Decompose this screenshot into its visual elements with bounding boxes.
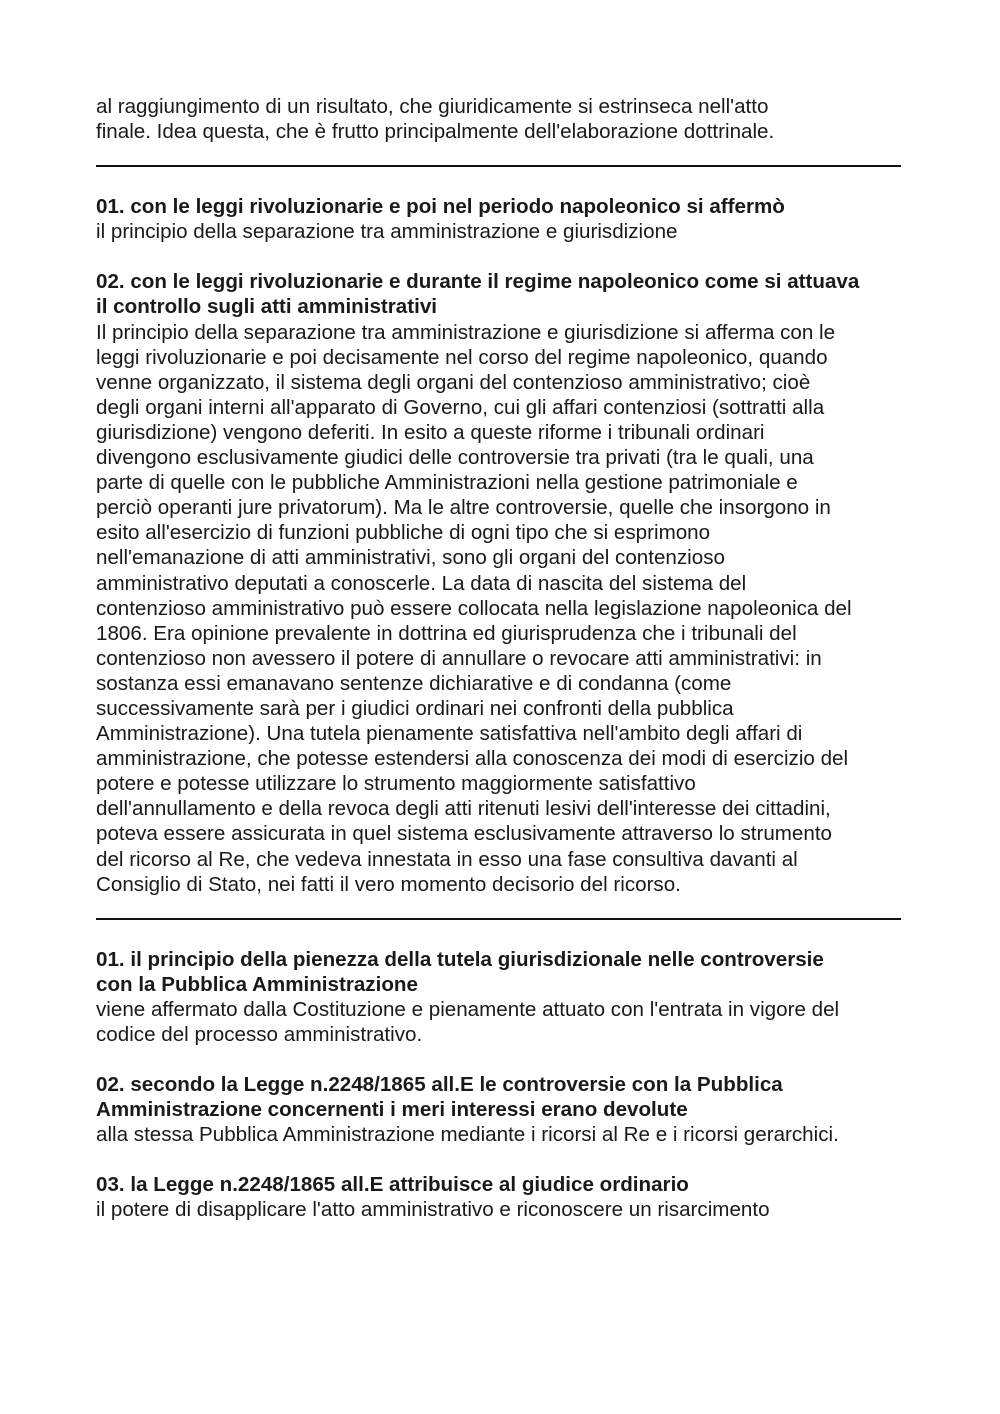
qa-item-1-1	[96, 194, 901, 244]
section-divider-2	[96, 918, 901, 920]
document-page	[96, 94, 901, 1223]
question-heading: 02. secondo la Legge n.2248/1865 all.E le controversie con la Pubblica Amministrazione concernenti i meri interessi erano devolute	[96, 1073, 783, 1122]
qa-item-2-2	[96, 1072, 901, 1147]
answer-text: il potere di disapplicare l'atto amministrativo e riconoscere un risarcimento	[96, 1198, 770, 1222]
answer-text: il principio della separazione tra amministrazione e giurisdizione	[96, 220, 678, 244]
question-heading: 03. la Legge n.2248/1865 all.E attribuisce al giudice ordinario	[96, 1173, 689, 1197]
qa-item-2-1	[96, 947, 901, 1047]
answer-text: viene affermato dalla Costituzione e pienamente attuato con l'entrata in vigore del codice del processo amministrativo.	[96, 997, 840, 1046]
section-divider-1	[96, 165, 901, 167]
question-heading: 01. il principio della pienezza della tutela giurisdizionale nelle controversie con la Pubblica Amministrazione	[96, 947, 824, 996]
qa-item-1-2	[96, 269, 901, 896]
question-heading: 02. con le leggi rivoluzionarie e durante il regime napoleonico come si attuava il controllo sugli atti amministrativi	[96, 270, 860, 319]
intro-paragraph: al raggiungimento di un risultato, che giuridicamente si estrinseca nell'atto finale. Idea questa, che è frutto principalmente dell'elaborazione dottrinale.	[96, 95, 775, 144]
answer-text: alla stessa Pubblica Amministrazione mediante i ricorsi al Re e i ricorsi gerarchici.	[96, 1123, 839, 1147]
qa-item-2-3	[96, 1172, 901, 1222]
answer-text: Il principio della separazione tra amministrazione e giurisdizione si afferma con le leggi rivoluzionarie e poi decisamente nel corso del regime napoleonico, quando venne organizzato, il sistema degli organi del contenzioso amministrativo; cioè degli organi interni all'apparato di Governo, cui gli affari contenziosi (sottratti alla giurisdizione) vengono deferiti. In esito a queste riforme i tribunali ordinari divengono esclusivamente giudici delle controversie tra privati (tra le quali, una parte di quelle con le pubbliche Amministrazioni nella gestione patrimoniale e perciò operanti jure privatorum). Ma le altre controversie, quelle che insorgono in esito all'esercizio di funzioni pubbliche di ogni tipo che si esprimono nell'emanazione di atti amministrativi, sono gli organi del contenzioso amministrativo deputati a conoscerle. La data di nascita del sistema del contenzioso amministrativo può essere collocata nella legislazione napoleonica del 1806. Era opinione prevalente in dottrina ed giurisprudenza che i tribunali del contenzioso non avessero il potere di annullare o revocare atti amministrativi: in sostanza essi emanavano sentenze dichiarative e di condanna (come successivamente sarà per i giudici ordinari nei confronti della pubblica Amministrazione). Una tutela pienamente satisfattiva nell'ambito degli affari di amministrazione, che potesse estendersi alla conoscenza dei modi di esercizio del potere e potesse utilizzare lo strumento maggiormente satisfattivo dell'annullamento e della revoca degli atti ritenuti lesivi dell'interesse dei cittadini, poteva essere assicurata in quel sistema esclusivamente attraverso lo strumento del ricorso al Re, che vedeva innestata in esso una fase consultiva davanti al Consiglio di Stato, nei fatti il vero momento decisorio del ricorso.	[96, 320, 852, 896]
question-heading: 01. con le leggi rivoluzionarie e poi nel periodo napoleonico si affermò	[96, 195, 785, 219]
